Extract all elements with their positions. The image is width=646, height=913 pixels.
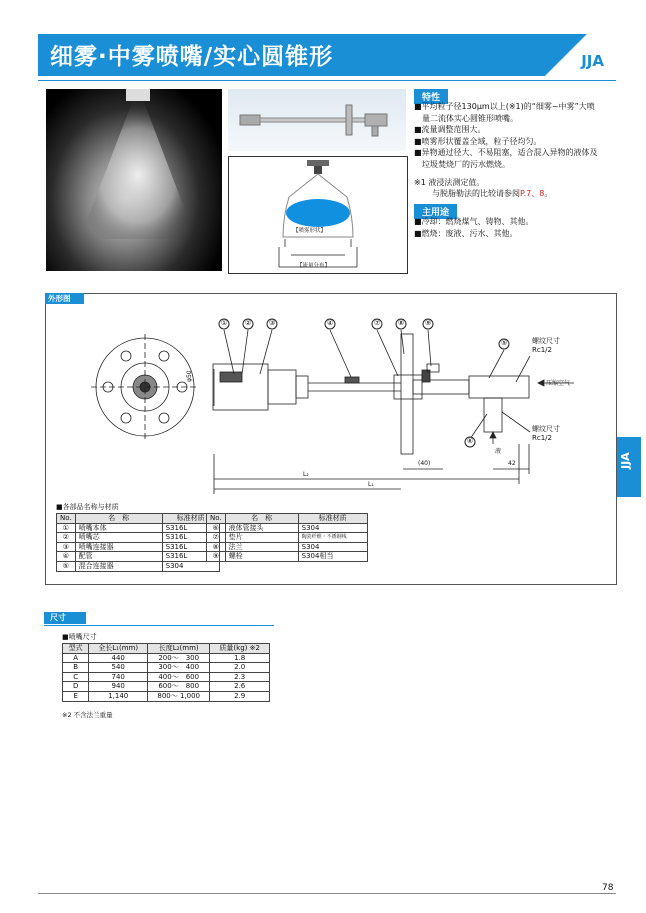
page-number: 78 xyxy=(602,883,614,893)
col-length-l1: 全长L₁(mm) xyxy=(89,644,148,654)
feature-item: ■流量调整范围大。 xyxy=(414,125,486,134)
size-table xyxy=(62,643,270,702)
feature-item: 量二流体实心圆锥形喷嘴。 xyxy=(414,113,518,123)
col-name: 名 称 xyxy=(225,514,298,524)
table-row: ⑥ 液体管接头 S304 xyxy=(207,523,368,533)
nozzle-photo xyxy=(228,89,406,151)
spray-shape-label: 【喷雾形状】 xyxy=(293,228,327,234)
col-no: No. xyxy=(57,514,76,524)
outline-drawing-box xyxy=(45,293,617,585)
callout-6: ⑥ xyxy=(467,437,474,445)
side-index-tab[interactable]: JJA xyxy=(617,437,641,497)
feature-item: ■异物通过径大、不易阻塞，适合混入异物的液体及 xyxy=(414,148,598,157)
callout-2: ② xyxy=(245,319,252,327)
dim-l1: L₁ xyxy=(368,481,374,488)
use-item: ■冷却：燃烧煤气、铸物、其他。 xyxy=(414,217,534,226)
header-divider xyxy=(38,80,616,81)
features-list xyxy=(414,101,619,170)
thread-size-label-2: 螺纹尺寸 xyxy=(532,425,560,433)
callout-9: ⑨ xyxy=(425,319,432,327)
spray-pattern-diagram xyxy=(228,156,408,274)
table-row: A 440 200〜 300 1.8 xyxy=(63,653,270,663)
footer-divider xyxy=(38,893,616,894)
parts-title: ■各部品名称与材质 xyxy=(56,503,119,511)
dim-42: 42 xyxy=(508,460,516,467)
table-row: ⑤ 混合连接器 S304 xyxy=(57,561,220,571)
footnote-2: 与脱脂勒法的比较请参阅P.7、8。 xyxy=(432,189,553,198)
table-row: E 1,140 800〜 1,000 2.9 xyxy=(63,691,270,701)
table-row: C 740 400〜 600 2.3 xyxy=(63,672,270,682)
col-model: 型式 xyxy=(63,644,89,654)
table-row: ② 喷嘴芯 S316L xyxy=(57,533,220,543)
callout-7: ⑦ xyxy=(374,319,381,327)
col-material: 标准材质 xyxy=(298,514,367,524)
dim-l2: L₂ xyxy=(303,471,309,478)
table-row: ⑧ 法兰 S304 xyxy=(207,542,368,552)
callout-1: ① xyxy=(221,319,228,327)
col-material: 标准材质 xyxy=(162,514,219,524)
features-heading: 特性 xyxy=(414,89,448,104)
table-row: ④ 配管 S316L xyxy=(57,552,220,562)
dim-diameter: φ50 xyxy=(186,370,193,382)
size-heading: 尺寸 xyxy=(44,612,86,624)
parts-table-right xyxy=(206,513,368,562)
col-length-l2: 长度L₂(mm) xyxy=(148,644,210,654)
callout-3: ③ xyxy=(269,319,276,327)
col-mass: 质量(kg) ※2 xyxy=(210,644,270,654)
dim-40: (40) xyxy=(418,460,431,467)
table-row: ③ 喷嘴连接器 S316L xyxy=(57,542,220,552)
outline-heading: 外形图 xyxy=(45,293,84,304)
callout-4: ④ xyxy=(327,319,334,327)
compressed-air-label: 压缩空气 xyxy=(546,380,571,387)
table-row: B 540 300〜 400 2.0 xyxy=(63,663,270,673)
col-name: 名 称 xyxy=(75,514,162,524)
size-subtitle: ■喷嘴尺寸 xyxy=(62,633,97,641)
callout-5: ⑤ xyxy=(501,339,508,347)
col-no: No. xyxy=(207,514,226,524)
footnote-1: ※1 液浸法测定值。 xyxy=(414,178,485,187)
table-row: ① 喷嘴本体 S316L xyxy=(57,523,220,533)
feature-item: 垃圾焚烧厂的污水燃烧。 xyxy=(414,159,510,169)
table-row: ⑨ 螺栓 S304相当 xyxy=(207,552,368,562)
page-reference-link[interactable]: P.7、8 xyxy=(520,189,545,198)
parts-table-left xyxy=(56,513,220,572)
series-code: JJA xyxy=(581,52,604,70)
page-title: 细雾·中雾喷嘴/实心圆锥形 xyxy=(50,44,334,70)
thread-size-label-1: 螺纹尺寸 xyxy=(532,337,560,345)
use-item: ■燃烧：废液、污水、其他。 xyxy=(414,228,518,238)
size-divider xyxy=(44,625,274,626)
table-row: D 940 600〜 800 2.6 xyxy=(63,682,270,692)
liquid-label: 液 xyxy=(495,448,502,455)
uses-heading: 主用途 xyxy=(414,204,457,219)
uses-list xyxy=(414,216,534,239)
thread-size-value-2: Rc1/2 xyxy=(532,434,552,442)
feature-item: ■喷雾形状覆盖全域，粒子径均匀。 xyxy=(414,136,542,146)
mass-footnote: ※2 不含法兰重量 xyxy=(62,711,113,719)
table-row: ⑦ 垫片 陶瓷纤维・不锈钢线 xyxy=(207,533,368,543)
callout-8: ⑧ xyxy=(398,319,405,327)
thread-size-value-1: Rc1/2 xyxy=(532,346,552,354)
page-header xyxy=(38,34,616,76)
spray-photo xyxy=(46,89,222,271)
flow-dist-label: 【流量分布】 xyxy=(297,263,331,269)
feature-item: ■平均粒子径130μm以上(※1)的“细雾~中雾”大喷 xyxy=(414,102,595,111)
